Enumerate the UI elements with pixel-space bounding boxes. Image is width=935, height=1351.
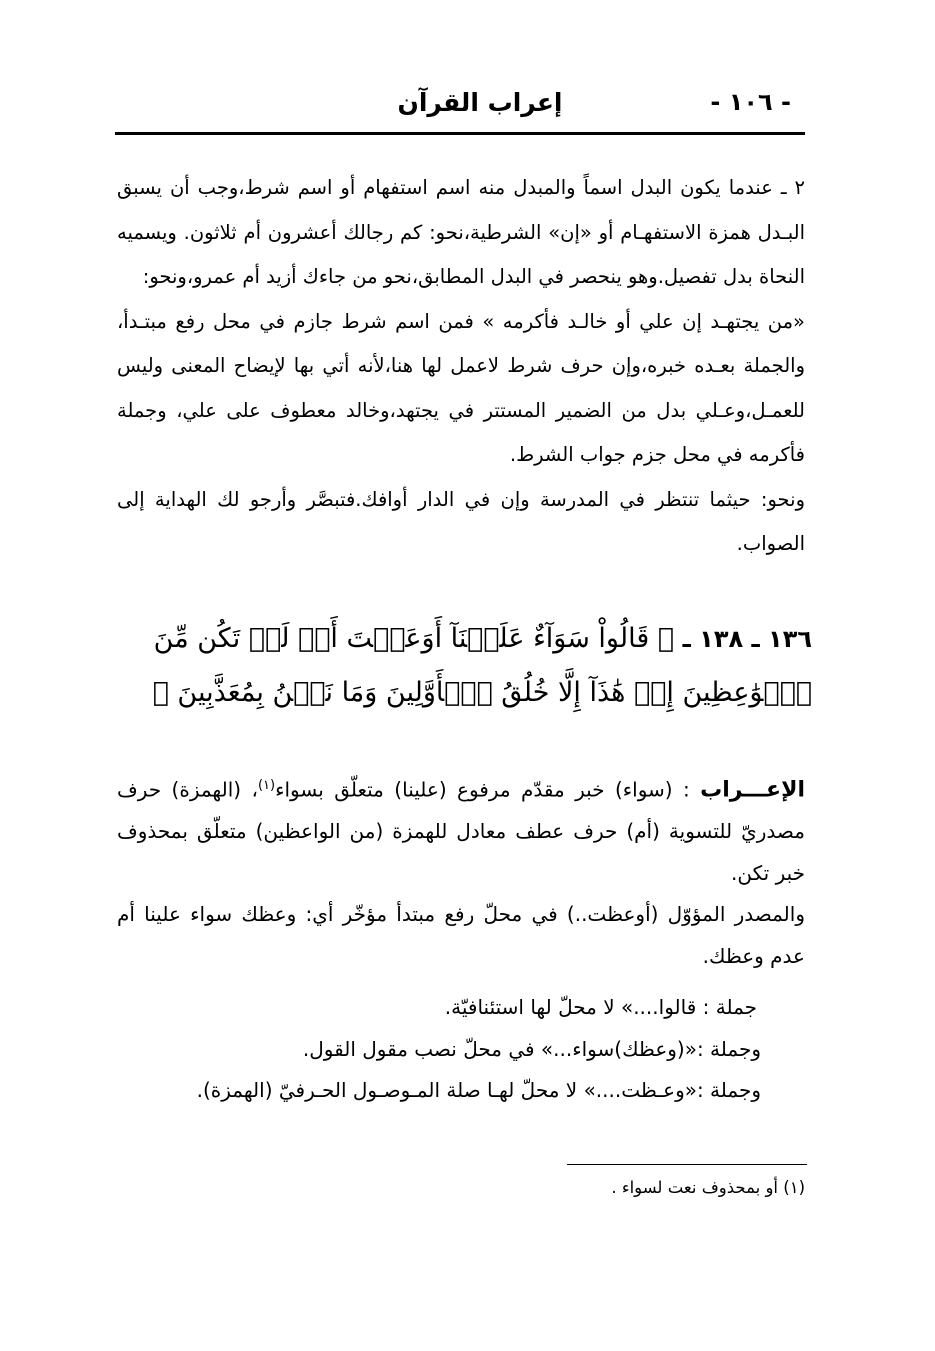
irab-text: ، (الهمزة) حرف مصدريّ للتسوية (أم) حرف عطف معادل للهمزة (من الواعظين) متعلّق بمحذوف خبر تكن. <box>117 777 805 885</box>
paragraph: ٢ ـ عندما يكون البدل اسماً والمبدل منه اسم استفهام أو اسم شرط،وجب أن يسبق البـدل همزة الاستفهـام أو «إن» الشرطية،نحو: كم رجالك أعشرون أم ثلاثون. ويسميه النحاة بدل تفصيل.وهو ينحصر في البدل المطابق،نحو من جاءك أزيد أم عمرو،ونحو: <box>117 176 805 288</box>
irab-paragraph <box>117 765 805 894</box>
irab-text: : (سواء) خبر مقدّم مرفوع (علينا) متعلّق بسواء <box>275 777 690 802</box>
paragraph: ونحو: حيثما تنتظر في المدرسة وإن في الدار أوافك.فتبصَّر وأرجو لك الهداية إلى الصواب. <box>117 487 805 555</box>
verse-numbers: ١٣٦ ـ ١٣٨ ـ <box>682 625 812 653</box>
footnote-divider <box>567 1164 807 1165</box>
quran-verse <box>117 612 812 720</box>
paragraph: «من يجتهـد إن علي أو خالـد فأكرمه » فمن اسم شرط جازم في محل رفع مبتـدأ، والجملة بعـده خبره،وإن حرف شرط لاعمل لها هنا،لأنه أتي بها لإيضاح المعنى وليس للعمـل،وعـلي بدل من الضمير المستتر في يجتهد،وخالد معطوف على علي، وجملة فأكرمه في محل جزم جواب الشرط. <box>117 309 805 466</box>
verse-text-1: ﴿ قَالُواْ سَوَآءٌ عَلَيۡنَآ أَوَعَظۡتَ أَمۡ لَمۡ تَكُن مِّنَ <box>153 623 675 654</box>
footnote: (١) أو بمحذوف نعت لسواء . <box>611 1178 805 1197</box>
quran-line-2: ٱلۡوَٰعِظِينَ إِنۡ هَٰذَآ إِلَّا خُلُقُ ٱلۡأَوَّلِينَ وَمَا نَحۡنُ بِمُعَذَّبِينَ ﴾ <box>152 677 812 708</box>
page-header <box>115 88 805 135</box>
book-title: إعراب القرآن <box>397 88 563 117</box>
irab-paragraph: والمصدر المؤوّل (أوعظت..) في محلّ رفع مبتدأ مؤخّر أي: وعظك سواء علينا أم عدم وعظك. <box>117 902 805 968</box>
page-number: - ١٠٦ - <box>710 88 791 116</box>
quran-line-1 <box>117 612 812 666</box>
irab-label: الإعـــراب <box>700 777 805 803</box>
jumla-list <box>117 987 805 1112</box>
footnote-marker: (١) <box>257 778 276 793</box>
jumla-item: وجملة :«وعـظت....» لا محلّ لهـا صلة المـوصـول الحـرفيّ (الهمزة). <box>196 1078 761 1103</box>
jumla-item: جملة : قالوا....» لا محلّ لها استئنافيّة. <box>444 995 757 1020</box>
jumla-item: وجملة :«(وعظك)سواء...» في محلّ نصب مقول القول. <box>302 1036 761 1061</box>
irab-section <box>117 765 805 1112</box>
main-text <box>117 166 805 567</box>
